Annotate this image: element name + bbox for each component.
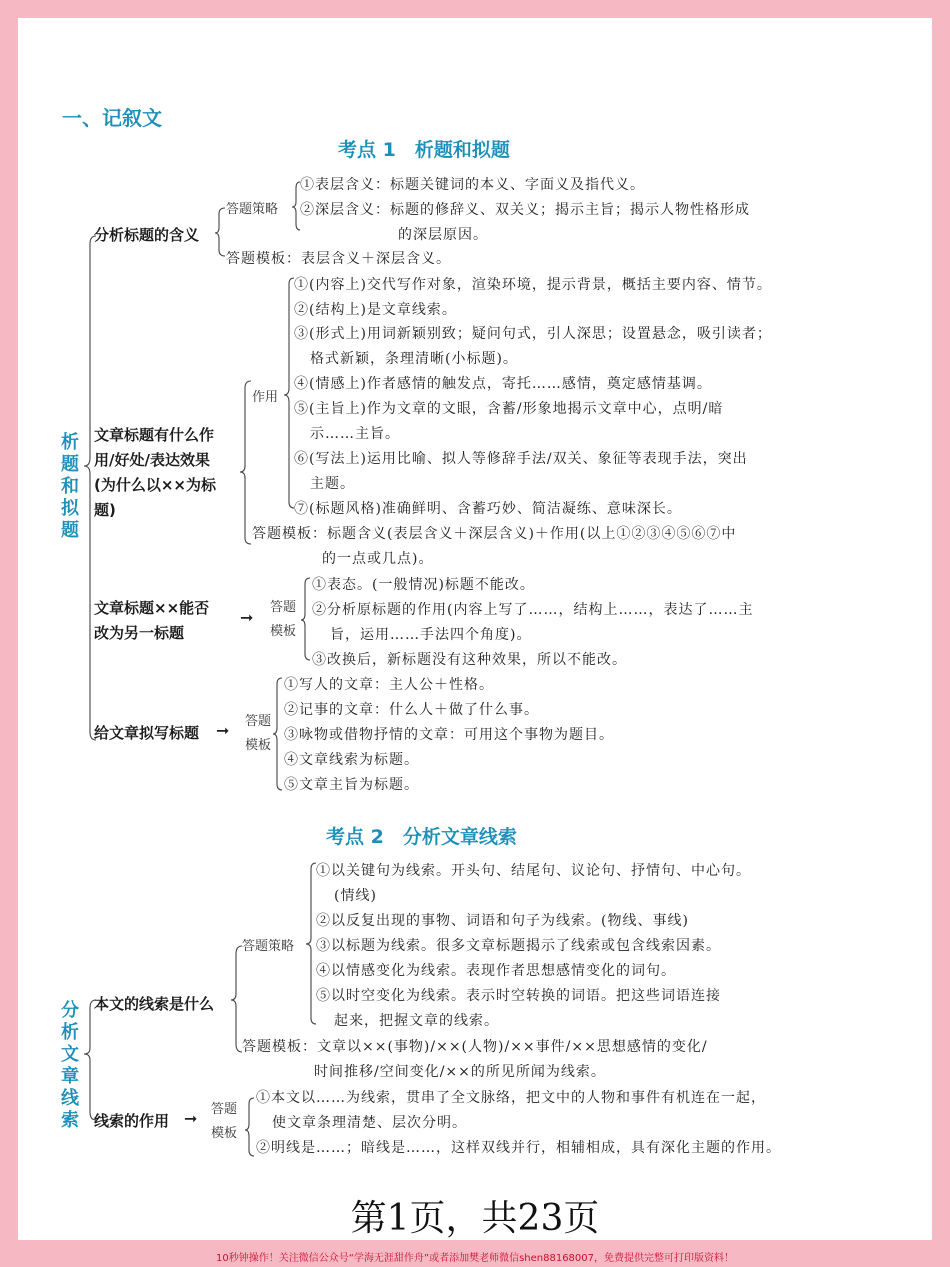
kp2-b2-brace: [245, 1098, 254, 1156]
kp2-title: 考点 2 分析文章线索: [326, 826, 517, 848]
kp1-side-label: 析题和拟题: [61, 432, 79, 541]
template-label-line: 答题: [270, 600, 297, 615]
footer-notice: 10秒钟操作！关注微信公众号“学海无涯甜作舟”或者添加樊老师微信shen88168007，免费提供完整可打印版资料！: [215, 1253, 735, 1264]
kp1-b2-template: 的一点或几点)。: [322, 551, 434, 567]
kp2-b1-template: 答题模板：文章以××(事物)/××(人物)/××事件/××思想感情的变化/: [242, 1039, 708, 1055]
kp2-b1-item: ①以关键句为线索。开头句、结尾句、议论句、抒情句、中心句。: [316, 863, 751, 879]
kp2-b1-item: 起来，把握文章的线索。: [334, 1013, 499, 1029]
template-label-line: 模板: [211, 1126, 238, 1141]
kp1-b3-brace: [301, 578, 310, 660]
kp1-b3-item: ①表态。(一般情况)标题不能改。: [312, 577, 535, 593]
kp2-b1-label: 本文的线索是什么: [94, 995, 215, 1013]
kp1-b1-item: ①表层含义：标题关键词的本义、字面义及指代义。: [300, 177, 645, 193]
kp2-b1-template: 时间推移/空间变化/××的所见所闻为线索。: [314, 1064, 606, 1080]
kp1-b3-item: 旨，运用……手法四个角度)。: [330, 627, 532, 643]
arrow-right-icon: ➞: [240, 608, 254, 627]
kp2-b1-brace: [231, 946, 242, 1052]
kp1-b2-function-label: 作用: [252, 390, 279, 405]
kp1-b2-item: ①(内容上)交代写作对象，渲染环境，提示背景，概括主要内容、情节。: [294, 277, 772, 293]
kp1-b2-label-line: 用/好处/表达效果: [94, 451, 210, 469]
kp1-b2-item: ④(情感上)作者感情的触发点，寄托……感情，奠定感情基调。: [294, 376, 712, 392]
kp1-b1-item: 的深层原因。: [398, 227, 488, 243]
kp2-b2-template-label: [211, 1098, 237, 1146]
kp1-b2-function-brace: [284, 278, 294, 508]
kp2-b2-item: ①本文以……为线索，贯串了全文脉络，把文中的人物和事件有机连在一起，: [256, 1090, 766, 1106]
section-heading: 一、记叙文: [62, 106, 162, 130]
arrow-right-icon: ➞: [216, 721, 230, 740]
kp1-b4-item: ①写人的文章：主人公＋性格。: [284, 677, 494, 693]
kp1-b2-item: ⑦(标题风格)准确鲜明、含蓄巧妙、简洁凝练、意味深长。: [294, 501, 682, 517]
kp2-b1-item: ②以反复出现的事物、词语和句子为线索。(物线、事线): [316, 913, 689, 929]
kp1-b2-label-line: 题): [94, 501, 116, 519]
document-page: [18, 18, 932, 1240]
kp1-b3-item: ②分析原标题的作用(内容上写了……，结构上……，表达了……主: [312, 602, 754, 618]
kp1-b3-template-label: [270, 596, 296, 644]
arrow-right-icon: ➞: [184, 1109, 198, 1128]
template-label-line: 模板: [270, 624, 297, 639]
kp1-b3-label: [94, 596, 209, 646]
kp1-b3-label-line: 改为另一标题: [94, 624, 185, 642]
kp2-side-label: 分析文章线索: [61, 1000, 79, 1131]
kp1-b4-brace: [273, 678, 282, 790]
kp1-b1-brace: [215, 208, 225, 256]
kp1-b1-label: 分析标题的含义: [94, 226, 200, 244]
kp2-b1-strategy-brace: [306, 863, 316, 1024]
kp1-b1-template: 答题模板：表层含义＋深层含义。: [226, 251, 451, 267]
kp2-b2-item: ②明线是……；暗线是……，这样双线并行，相辅相成，具有深化主题的作用。: [256, 1140, 781, 1156]
kp1-b2-item: ⑥(写法上)运用比喻、拟人等修辞手法/双关、象征等表现手法，突出: [294, 451, 748, 467]
kp1-b3-label-line: 文章标题××能否: [94, 599, 210, 617]
kp1-b2-item: ③(形式上)用词新颖别致；疑问句式，引人深思；设置悬念，吸引读者；: [294, 326, 772, 342]
template-label-line: 模板: [245, 738, 272, 753]
page-indicator: 第1页，共23页: [350, 1198, 600, 1239]
kp1-b2-item: 格式新颖，条理清晰(小标题)。: [310, 351, 518, 367]
kp2-b1-item: ⑤以时空变化为线索。表示时空转换的词语。把这些词语连接: [316, 988, 721, 1004]
kp1-b4-label: 给文章拟写标题: [94, 724, 200, 742]
kp1-b2-item: ⑤(主旨上)作为文章的文眼，含蓄/形象地揭示文章中心，点明/暗: [294, 401, 724, 417]
kp1-b4-item: ②记事的文章：什么人＋做了什么事。: [284, 702, 539, 718]
kp1-b2-item: 示……主旨。: [310, 426, 400, 442]
kp2-b2-item: 使文章条理清楚、层次分明。: [272, 1115, 467, 1131]
kp1-b1-strategy-label: 答题策略: [226, 202, 279, 217]
template-label-line: 答题: [245, 714, 272, 729]
kp1-b2-template: 答题模板：标题含义(表层含义＋深层含义)＋作用(以上①②③④⑤⑥⑦中: [252, 526, 737, 542]
kp1-b2-brace: [240, 381, 251, 544]
kp1-b2-label-line: (为什么以××为标: [94, 476, 216, 494]
kp2-b1-item: ④以情感变化为线索。表现作者思想感情变化的词句。: [316, 963, 676, 979]
kp1-b2-label-line: 文章标题有什么作: [94, 426, 215, 444]
kp1-b1-strategy-brace: [292, 182, 300, 230]
kp1-b4-template-label: [245, 710, 271, 758]
kp2-b1-strategy-label: 答题策略: [242, 939, 295, 954]
template-label-line: 答题: [211, 1102, 238, 1117]
kp2-b1-item: (情线): [334, 888, 377, 904]
kp1-b2-label: [94, 423, 216, 523]
kp1-b4-item: ⑤文章主旨为标题。: [284, 777, 419, 793]
kp1-b2-item: 主题。: [310, 476, 355, 492]
kp2-b2-label: 线索的作用: [94, 1112, 170, 1130]
kp1-b2-item: ②(结构上)是文章线索。: [294, 302, 457, 318]
kp1-b4-item: ③咏物或借物抒情的文章：可用这个事物为题目。: [284, 727, 614, 743]
kp1-b3-item: ③改换后，新标题没有这种效果，所以不能改。: [312, 652, 627, 668]
kp1-b4-item: ④文章线索为标题。: [284, 752, 419, 768]
kp1-title: 考点 1 析题和拟题: [338, 139, 510, 161]
kp2-main-brace: [84, 1000, 96, 1120]
kp2-b1-item: ③以标题为线索。很多文章标题揭示了线索或包含线索因素。: [316, 938, 721, 954]
kp1-b1-item: ②深层含义：标题的修辞义、双关义；揭示主旨；揭示人物性格形成: [300, 202, 750, 218]
